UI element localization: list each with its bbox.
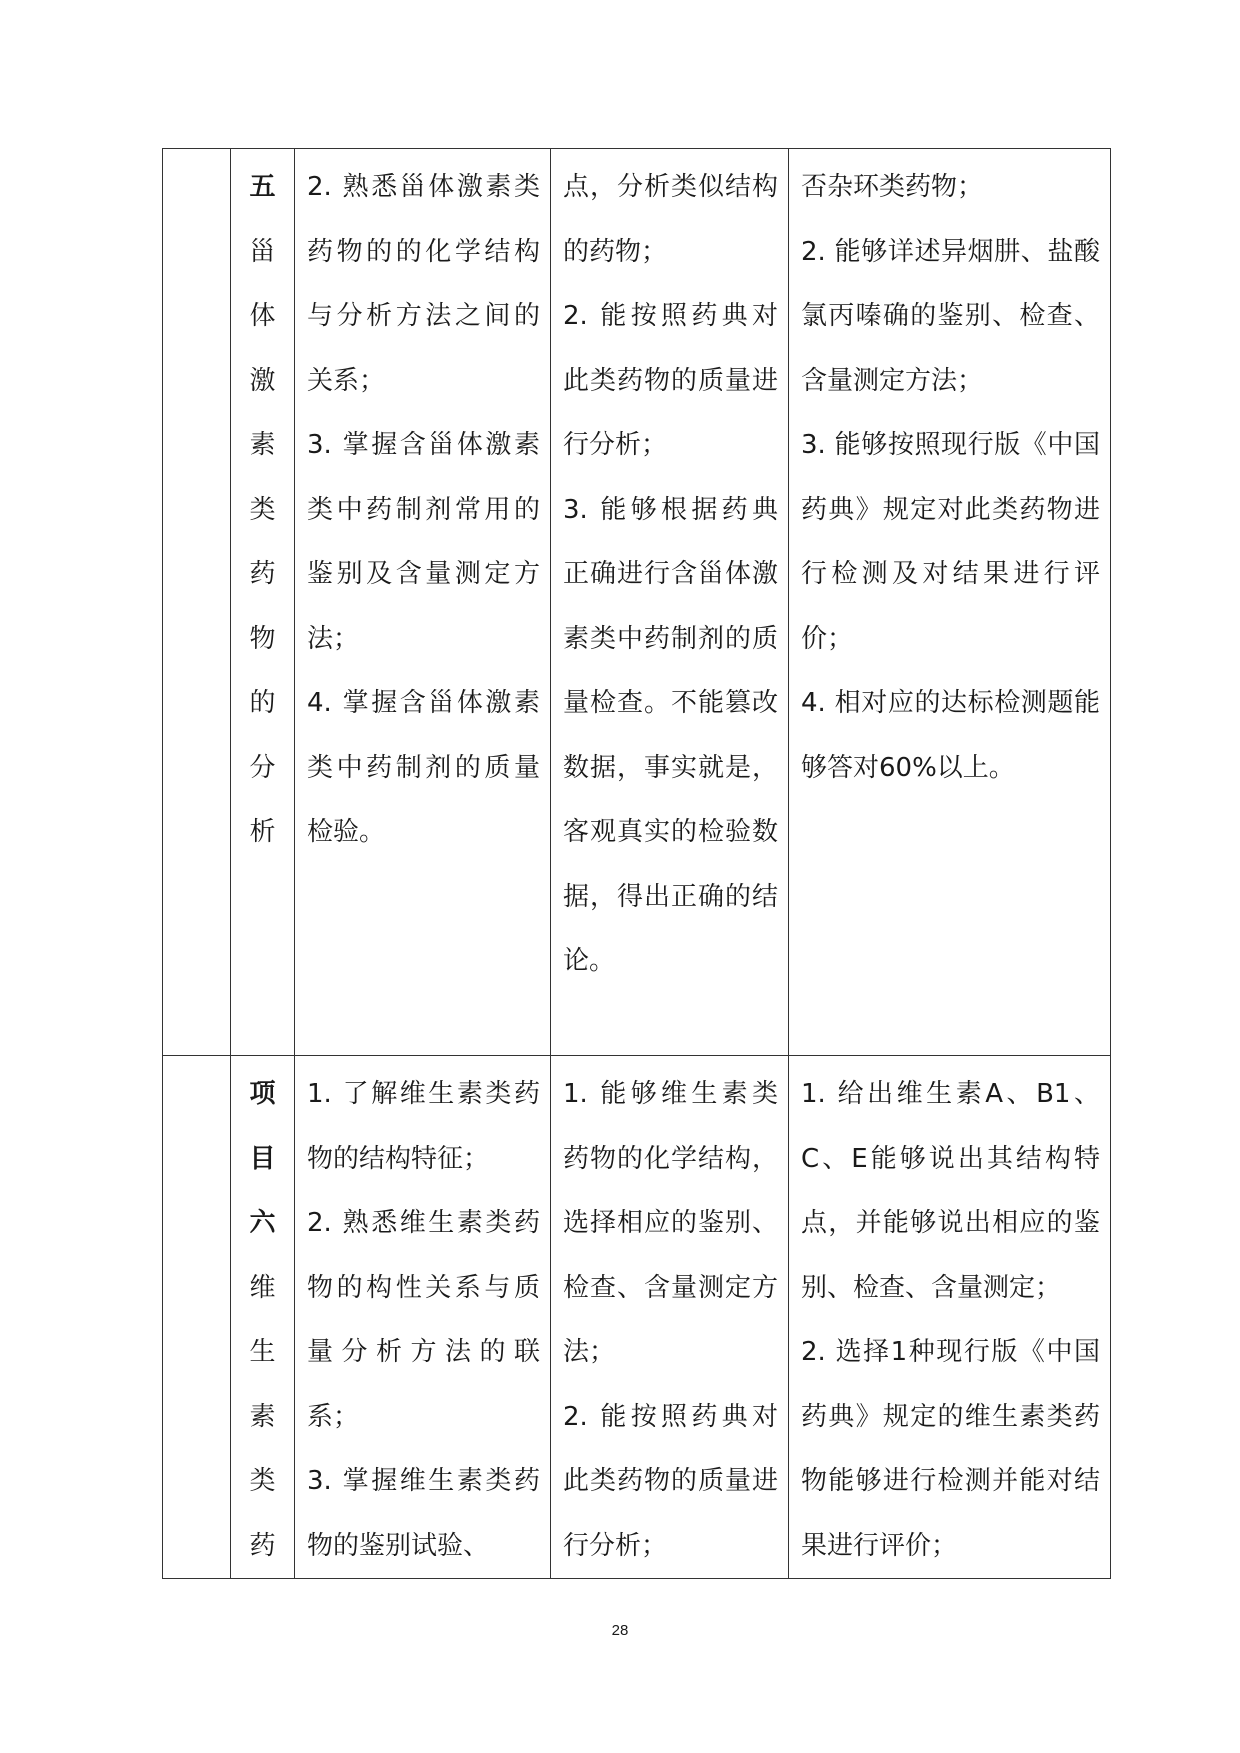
table-row — [163, 149, 1111, 1056]
title-char: 生 — [249, 1337, 276, 1367]
skills-cell — [551, 149, 789, 1056]
title-char: 药 — [249, 559, 276, 589]
knowledge-cell — [295, 1056, 551, 1579]
page-number: 28 — [611, 1622, 629, 1639]
assessment-item: 4. 相对应的达标检测题能够答对60%以上。 — [801, 688, 1100, 783]
title-char: 析 — [249, 817, 276, 847]
project-title-vertical — [231, 1056, 294, 1578]
assessment-item: 2. 选择1种现行版《中国药典》规定的维生素类药物能够进行检测并能对结果进行评价； — [801, 1337, 1100, 1561]
knowledge-item: 3. 掌握维生素类药物的鉴别试验、 — [307, 1466, 540, 1561]
title-char: 类 — [249, 494, 276, 525]
title-char: 分 — [249, 752, 276, 783]
assessment-item: 2. 能够详述异烟肼、盐酸氯丙嗪确的鉴别、检查、含量测定方法； — [801, 236, 1100, 396]
assessment-item: 1. 给出维生素A、B1、C、E能够说出其结构特点，并能够说出相应的鉴别、检查、含量测定； — [801, 1079, 1100, 1303]
title-char: 物 — [249, 623, 276, 654]
title-char: 六 — [249, 1208, 276, 1238]
knowledge-item: 1. 了解维生素类药物的结构特征； — [307, 1079, 540, 1174]
title-char: 素 — [249, 1401, 276, 1432]
project-title-cell — [231, 1056, 295, 1579]
title-char: 药 — [249, 1530, 276, 1561]
skills-item: 点，分析类似结构的药物； — [563, 172, 778, 267]
knowledge-item: 4. 掌握含甾体激素类中药制剂的质量检验。 — [307, 688, 540, 847]
assessment-cell — [789, 149, 1111, 1056]
title-char: 甾 — [249, 236, 276, 267]
project-title-vertical — [231, 149, 294, 865]
title-char: 素 — [249, 430, 276, 460]
title-char: 类 — [249, 1466, 276, 1496]
title-char: 体 — [249, 301, 276, 331]
title-char: 激 — [249, 365, 276, 396]
empty-first-column-cell — [163, 149, 231, 1056]
knowledge-item: 2. 熟悉甾体激素类药物的的化学结构与分析方法之间的关系； — [307, 172, 540, 396]
title-char: 五 — [249, 172, 276, 202]
skills-item: 2. 能按照药典对此类药物的质量进行分析； — [563, 1401, 778, 1561]
title-char: 项 — [249, 1079, 276, 1109]
title-char: 目 — [249, 1143, 276, 1174]
curriculum-table — [162, 148, 1111, 1579]
knowledge-item: 2. 熟悉维生素类药物的构性关系与质量分析方法的联系； — [307, 1208, 540, 1432]
table-row — [163, 1056, 1111, 1579]
skills-item: 2. 能按照药典对此类药物的质量进行分析； — [563, 301, 778, 460]
knowledge-cell — [295, 149, 551, 1056]
skills-cell — [551, 1056, 789, 1579]
knowledge-item: 3. 掌握含甾体激素类中药制剂常用的鉴别及含量测定方法； — [307, 430, 540, 654]
title-char: 的 — [249, 688, 276, 718]
assessment-item: 否杂环类药物； — [801, 172, 984, 202]
empty-first-column-cell — [163, 1056, 231, 1579]
assessment-cell — [789, 1056, 1111, 1579]
skills-item: 1. 能够维生素类药物的化学结构，选择相应的鉴别、检查、含量测定方法； — [563, 1079, 778, 1367]
title-char: 维 — [249, 1272, 276, 1303]
project-title-cell — [231, 149, 295, 1056]
assessment-item: 3. 能够按照现行版《中国药典》规定对此类药物进行检测及对结果进行评价； — [801, 430, 1100, 654]
skills-item: 3. 能够根据药典正确进行含甾体激素类中药制剂的质量检查。不能篡改数据，事实就是，客观真实的检验数据，得出正确的结论。 — [563, 494, 778, 976]
